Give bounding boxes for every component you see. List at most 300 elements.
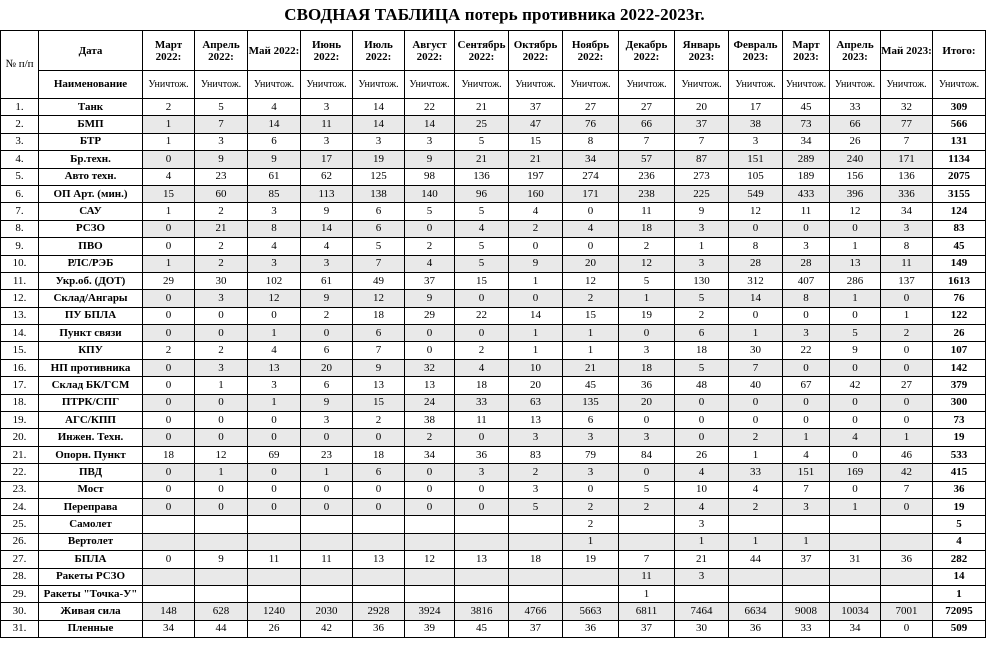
table-cell [405,568,455,585]
table-cell: 17 [729,99,783,116]
table-cell: 7 [619,551,675,568]
row-total: 73 [933,412,986,429]
table-cell: 9 [301,394,353,411]
table-cell: 0 [405,325,455,342]
table-cell: 13 [353,551,405,568]
column-header-month: Июнь 2022: [301,31,353,71]
table-cell: 407 [783,272,830,289]
table-cell [563,585,619,602]
table-cell: 0 [301,429,353,446]
table-cell: 27 [619,99,675,116]
row-number: 1. [1,99,39,116]
table-cell: 1 [729,533,783,550]
table-cell: 19 [619,307,675,324]
table-cell: 1 [830,498,881,515]
table-cell: 1 [143,255,195,272]
row-number: 25. [1,516,39,533]
table-cell: 3 [195,133,248,150]
table-cell: 0 [143,290,195,307]
table-cell: 274 [563,168,619,185]
table-cell: 98 [405,168,455,185]
table-cell: 3 [301,133,353,150]
table-cell: 0 [455,498,509,515]
row-total: 124 [933,203,986,220]
row-name: ПУ БПЛА [39,307,143,324]
table-cell: 42 [301,620,353,637]
row-name: Самолет [39,516,143,533]
table-cell: 0 [248,429,301,446]
table-cell: 0 [405,481,455,498]
table-cell: 2 [563,516,619,533]
table-cell: 105 [729,168,783,185]
table-cell: 45 [783,99,830,116]
table-cell: 0 [729,220,783,237]
table-cell: 0 [783,359,830,376]
table-cell: 0 [248,481,301,498]
table-cell: 69 [248,446,301,463]
table-cell [301,516,353,533]
table-cell: 44 [729,551,783,568]
table-cell: 0 [563,238,619,255]
table-cell: 5 [619,481,675,498]
row-name: САУ [39,203,143,220]
table-cell: 0 [563,203,619,220]
table-cell: 1 [619,290,675,307]
table-row [1,220,986,237]
table-cell: 3 [509,481,563,498]
table-cell: 11 [248,551,301,568]
table-cell: 6 [353,220,405,237]
table-cell: 0 [675,429,729,446]
table-cell: 5 [509,498,563,515]
table-cell: 0 [143,151,195,168]
table-cell: 1 [143,203,195,220]
row-name: Авто техн. [39,168,143,185]
table-cell: 24 [405,394,455,411]
table-row [1,516,986,533]
table-cell: 14 [301,220,353,237]
row-name: Пункт связи [39,325,143,342]
table-cell [830,585,881,602]
table-cell [143,568,195,585]
table-cell: 11 [301,116,353,133]
table-cell: 0 [353,481,405,498]
table-cell: 2 [195,255,248,272]
table-cell: 4 [405,255,455,272]
row-name: Пленные [39,620,143,637]
table-cell: 0 [619,412,675,429]
table-cell [301,568,353,585]
table-cell: 0 [830,220,881,237]
row-total: 282 [933,551,986,568]
table-cell: 63 [509,394,563,411]
row-number: 23. [1,481,39,498]
table-cell: 160 [509,185,563,202]
row-number: 26. [1,533,39,550]
table-cell: 2928 [353,603,405,620]
table-cell: 7 [195,116,248,133]
table-cell: 5 [675,290,729,307]
table-cell: 14 [729,290,783,307]
table-cell: 7 [675,133,729,150]
table-row [1,533,986,550]
table-cell [675,585,729,602]
table-cell: 17 [301,151,353,168]
row-number: 27. [1,551,39,568]
table-cell: 3 [195,359,248,376]
table-cell: 189 [783,168,830,185]
table-cell: 7 [881,481,933,498]
table-cell: 13 [455,551,509,568]
row-number: 9. [1,238,39,255]
table-cell: 2 [143,342,195,359]
table-cell: 32 [405,359,455,376]
table-cell: 9 [509,255,563,272]
table-cell: 3 [563,429,619,446]
table-cell [195,568,248,585]
row-total: 1613 [933,272,986,289]
table-cell: 0 [509,290,563,307]
row-total: 4 [933,533,986,550]
table-cell: 0 [248,498,301,515]
table-cell: 2 [563,290,619,307]
table-cell: 21 [675,551,729,568]
table-cell: 3 [783,498,830,515]
table-cell: 0 [301,481,353,498]
table-cell: 21 [509,151,563,168]
table-cell: 628 [195,603,248,620]
row-name: Ракеты РСЗО [39,568,143,585]
table-cell: 38 [405,412,455,429]
table-cell: 3 [405,133,455,150]
column-header-month: Ноябрь 2022: [563,31,619,71]
table-cell: 2 [509,220,563,237]
row-total: 45 [933,238,986,255]
table-cell: 6 [353,325,405,342]
table-cell: 11 [455,412,509,429]
table-cell: 18 [455,377,509,394]
table-cell: 19 [563,551,619,568]
table-cell: 12 [619,255,675,272]
table-row [1,342,986,359]
table-cell: 0 [830,307,881,324]
table-cell: 2 [619,498,675,515]
row-number: 30. [1,603,39,620]
table-cell: 84 [619,446,675,463]
column-subheader-destroyed: Уничтож. [563,71,619,99]
table-cell: 0 [195,394,248,411]
table-cell: 3 [248,255,301,272]
table-cell: 0 [143,359,195,376]
column-header-number: № п/п [1,31,39,99]
table-cell: 4 [143,168,195,185]
table-cell: 4 [248,342,301,359]
table-cell: 19 [353,151,405,168]
table-cell: 136 [455,168,509,185]
table-cell: 5 [353,238,405,255]
table-cell: 1 [563,342,619,359]
row-name: ОП Арт. (мин.) [39,185,143,202]
table-cell: 0 [143,377,195,394]
table-cell: 1 [830,290,881,307]
table-cell [729,568,783,585]
table-row [1,464,986,481]
table-cell: 1 [830,238,881,255]
losses-table [0,30,986,638]
table-cell: 10 [509,359,563,376]
table-cell: 45 [455,620,509,637]
table-cell: 0 [405,464,455,481]
table-cell: 4 [675,464,729,481]
table-cell: 2 [195,342,248,359]
row-number: 17. [1,377,39,394]
table-cell: 32 [881,99,933,116]
table-cell [783,568,830,585]
table-row [1,185,986,202]
table-cell: 34 [405,446,455,463]
table-cell: 12 [353,290,405,307]
table-cell: 48 [675,377,729,394]
table-cell: 8 [563,133,619,150]
column-subheader-destroyed: Уничтож. [195,71,248,99]
table-cell: 11 [301,551,353,568]
column-subheader-destroyed: Уничтож. [783,71,830,99]
column-subheader-destroyed: Уничтож. [830,71,881,99]
table-cell: 0 [881,498,933,515]
table-cell: 62 [301,168,353,185]
table-cell: 3 [881,220,933,237]
table-cell: 40 [729,377,783,394]
table-cell: 6 [301,377,353,394]
table-cell: 18 [509,551,563,568]
row-name: Танк [39,99,143,116]
column-subheader-destroyed: Уничтож. [143,71,195,99]
row-name: Мост [39,481,143,498]
table-cell: 45 [563,377,619,394]
table-cell: 1240 [248,603,301,620]
table-cell: 9 [248,151,301,168]
column-subheader-destroyed: Уничтож. [301,71,353,99]
table-cell: 0 [783,394,830,411]
column-header-total: Итого: [933,31,986,71]
table-cell: 9 [301,290,353,307]
table-cell: 15 [455,272,509,289]
table-cell: 8 [248,220,301,237]
row-name: Переправа [39,498,143,515]
table-cell: 0 [830,446,881,463]
table-cell: 14 [353,99,405,116]
table-cell: 240 [830,151,881,168]
table-cell: 0 [248,464,301,481]
table-cell: 9 [301,203,353,220]
row-name: БТР [39,133,143,150]
row-name: Живая сила [39,603,143,620]
table-cell: 6 [248,133,301,150]
table-cell: 36 [729,620,783,637]
row-number: 18. [1,394,39,411]
table-cell: 13 [405,377,455,394]
table-cell: 39 [405,620,455,637]
table-cell: 26 [248,620,301,637]
table-cell: 1 [675,238,729,255]
table-cell: 7 [729,359,783,376]
table-cell: 57 [619,151,675,168]
row-number: 29. [1,585,39,602]
row-number: 20. [1,429,39,446]
table-cell: 3 [301,412,353,429]
column-subheader-destroyed: Уничтож. [729,71,783,99]
row-name: БМП [39,116,143,133]
table-cell: 0 [301,325,353,342]
table-cell: 96 [455,185,509,202]
table-cell: 1 [509,272,563,289]
table-cell: 79 [563,446,619,463]
table-cell: 156 [830,168,881,185]
table-cell: 151 [783,464,830,481]
table-cell: 5 [455,255,509,272]
table-cell: 0 [143,307,195,324]
table-cell: 6 [301,342,353,359]
table-cell: 8 [783,290,830,307]
table-row [1,99,986,116]
row-total: 149 [933,255,986,272]
table-cell: 135 [563,394,619,411]
table-cell: 27 [881,377,933,394]
table-cell: 312 [729,272,783,289]
table-cell: 1 [143,133,195,150]
table-cell: 0 [509,238,563,255]
table-cell: 4 [675,498,729,515]
table-cell: 5 [405,203,455,220]
table-cell: 33 [455,394,509,411]
row-number: 16. [1,359,39,376]
table-cell: 15 [353,394,405,411]
column-subheader-destroyed: Уничтож. [619,71,675,99]
table-cell: 22 [455,307,509,324]
row-total: 309 [933,99,986,116]
table-cell: 0 [881,290,933,307]
table-cell: 7 [881,133,933,150]
column-subheader-destroyed: Уничтож. [405,71,455,99]
row-number: 14. [1,325,39,342]
table-cell [143,585,195,602]
table-cell: 8 [729,238,783,255]
column-header-month: Май 2023: [881,31,933,71]
table-cell: 5 [619,272,675,289]
table-cell: 6 [675,325,729,342]
table-cell: 1 [783,429,830,446]
table-row [1,481,986,498]
table-cell: 9008 [783,603,830,620]
table-cell: 113 [301,185,353,202]
table-cell: 9 [195,151,248,168]
table-cell: 125 [353,168,405,185]
table-cell: 37 [509,620,563,637]
table-cell: 0 [143,238,195,255]
table-cell: 34 [563,151,619,168]
row-total: 83 [933,220,986,237]
table-cell: 7 [353,255,405,272]
table-cell: 21 [195,220,248,237]
table-cell: 0 [405,498,455,515]
table-cell [143,533,195,550]
row-total: 415 [933,464,986,481]
row-number: 22. [1,464,39,481]
table-cell: 14 [509,307,563,324]
table-cell [248,585,301,602]
header-row-dates [1,31,986,71]
table-cell: 3 [729,133,783,150]
table-row [1,359,986,376]
row-total: 36 [933,481,986,498]
column-subheader-destroyed: Уничтож. [455,71,509,99]
table-row [1,133,986,150]
table-cell: 7 [619,133,675,150]
table-cell [353,585,405,602]
table-cell: 1 [195,464,248,481]
table-cell: 26 [675,446,729,463]
table-cell: 6 [353,203,405,220]
table-cell: 22 [405,99,455,116]
row-name: ПВО [39,238,143,255]
row-number: 7. [1,203,39,220]
row-total: 3155 [933,185,986,202]
table-row [1,412,986,429]
table-cell: 13 [353,377,405,394]
row-number: 4. [1,151,39,168]
table-title: СВОДНАЯ ТАБЛИЦА потерь противника 2022-2023г. [284,5,705,24]
table-cell: 14 [248,116,301,133]
table-cell: 0 [563,481,619,498]
table-cell: 37 [405,272,455,289]
table-cell: 44 [195,620,248,637]
table-cell: 0 [619,464,675,481]
table-cell: 1 [143,116,195,133]
table-cell: 83 [509,446,563,463]
table-cell: 0 [455,481,509,498]
table-cell: 286 [830,272,881,289]
table-cell: 11 [783,203,830,220]
table-cell: 0 [830,394,881,411]
row-total: 509 [933,620,986,637]
table-cell: 6 [353,464,405,481]
table-cell: 0 [830,359,881,376]
table-cell: 12 [405,551,455,568]
table-cell: 7001 [881,603,933,620]
table-cell: 2 [301,307,353,324]
row-name: ПТРК/СПГ [39,394,143,411]
table-cell [353,533,405,550]
table-cell: 433 [783,185,830,202]
table-cell [405,585,455,602]
row-number: 11. [1,272,39,289]
table-cell [353,568,405,585]
table-cell: 13 [830,255,881,272]
table-cell: 3 [783,238,830,255]
table-cell [619,533,675,550]
table-cell: 5 [195,99,248,116]
table-cell: 0 [729,307,783,324]
row-number: 12. [1,290,39,307]
table-cell [455,585,509,602]
table-cell: 3 [248,203,301,220]
table-cell: 42 [881,464,933,481]
row-number: 31. [1,620,39,637]
table-row [1,377,986,394]
table-cell [729,585,783,602]
table-cell: 0 [143,325,195,342]
column-header-month: Декабрь 2022: [619,31,675,71]
